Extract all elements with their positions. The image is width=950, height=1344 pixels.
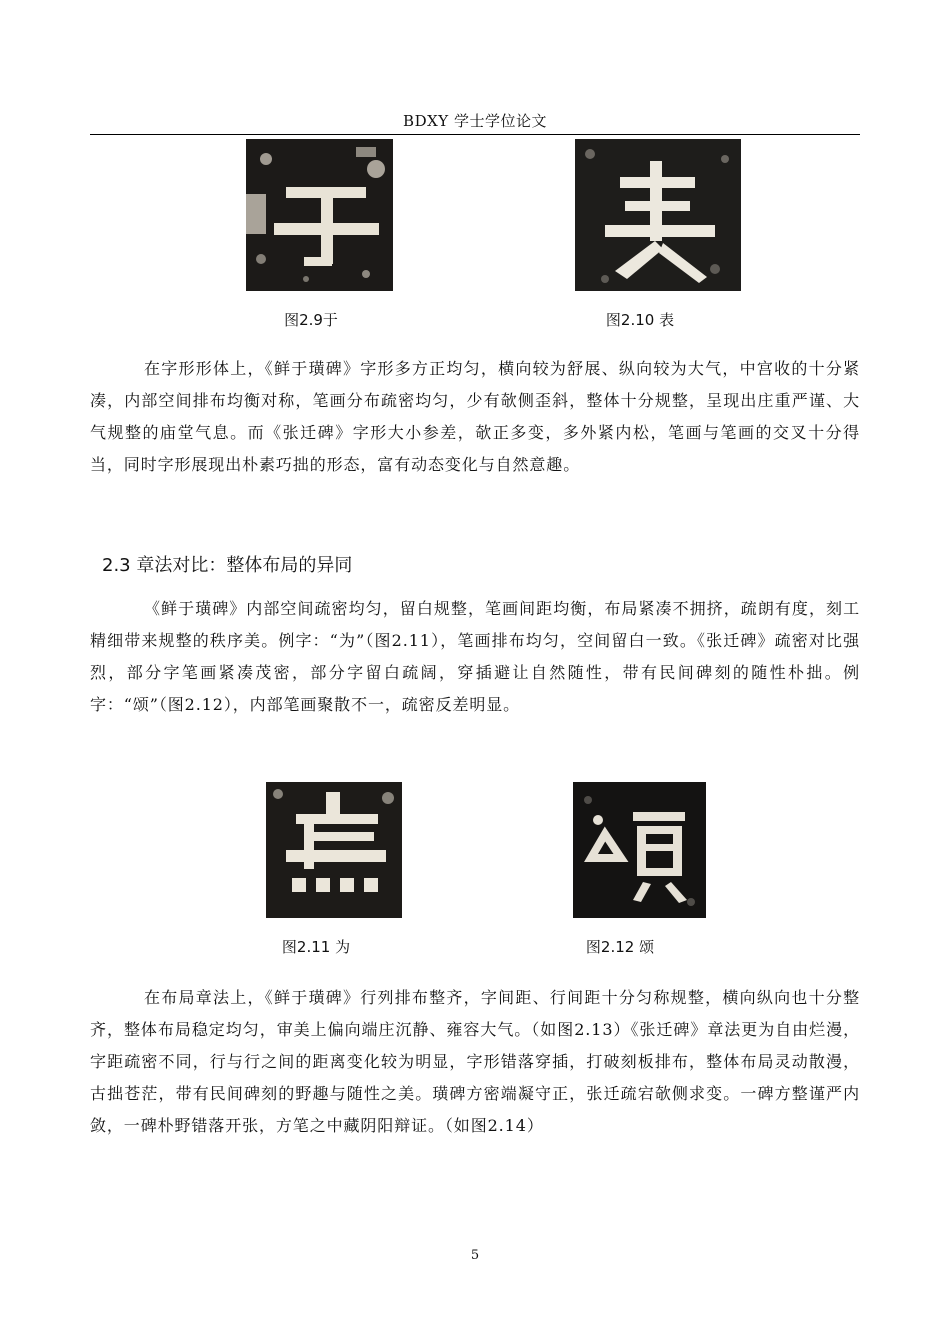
figure-2-11-caption: 图2.11 为 — [281, 938, 351, 956]
paragraph-glyph-form: 在字形形体上，《鲜于璜碑》字形多方正均匀，横向较为舒展、纵向较为大气，中宫收的十分紧凑，内部空间排布均衡对称，笔画分布疏密均匀，少有欹侧歪斜，整体十分规整，呈现出庄重严谨、大气规整的庙堂气息。而《张迁碑》字形大小参差，欹正多变，多外紧内松，笔画与笔画的交叉十分得当，同时字形展现出朴素巧拙的形态，富有动态变化与自然意趣。 — [90, 359, 860, 474]
page-number: 5 — [470, 1248, 480, 1263]
figure-2-9-rubbing-image — [246, 139, 393, 291]
paragraph-spacing-comparison: 《鲜于璜碑》内部空间疏密均匀，留白规整，笔画间距均衡，布局紧凑不拥挤，疏朗有度，刻工精细带来规整的秩序美。例字：“为”（图2.11），笔画排布均匀，空间留白一致。《张迁碑》疏密对比强烈，部分字笔画紧凑茂密，部分字留白疏阔，穿插避让自然随性，带有民间碑刻的随性朴拙。例字：“颂”（图2.12），内部笔画聚散不一，疏密反差明显。 — [90, 599, 860, 714]
figure-2-10-rubbing-image — [575, 139, 741, 291]
header-rule — [90, 134, 860, 135]
paragraph-layout-comparison: 在布局章法上，《鲜于璜碑》行列排布整齐，字间距、行间距十分匀称规整，横向纵向也十分整齐，整体布局稳定均匀，审美上偏向端庄沉静、雍容大气。（如图2.13）《张迁碑》章法更为自由烂漫，字距疏密不同，行与行之间的距离变化较为明显，字形错落穿插，打破刻板排布，整体布局灵动散漫，古拙苍茫，带有民间碑刻的野趣与随性之美。璜碑方密端凝守正，张迁疏宕欹侧求变。一碑方整谨严内敛，一碑朴野错落开张，方笔之中藏阴阳辩证。（如图2.14） — [90, 988, 860, 1135]
figure-2-10-caption: 图2.10 表 — [605, 311, 675, 329]
figure-2-12-rubbing-image — [573, 782, 706, 918]
figure-2-9-caption: 图2.9于 — [284, 311, 338, 329]
section-heading-2-3: 2.3 章法对比：整体布局的异同 — [102, 555, 353, 576]
running-header: BDXY 学士学位论文 — [403, 112, 547, 130]
figure-2-11-rubbing-image — [266, 782, 402, 918]
figure-2-12-caption: 图2.12 颂 — [585, 938, 655, 956]
